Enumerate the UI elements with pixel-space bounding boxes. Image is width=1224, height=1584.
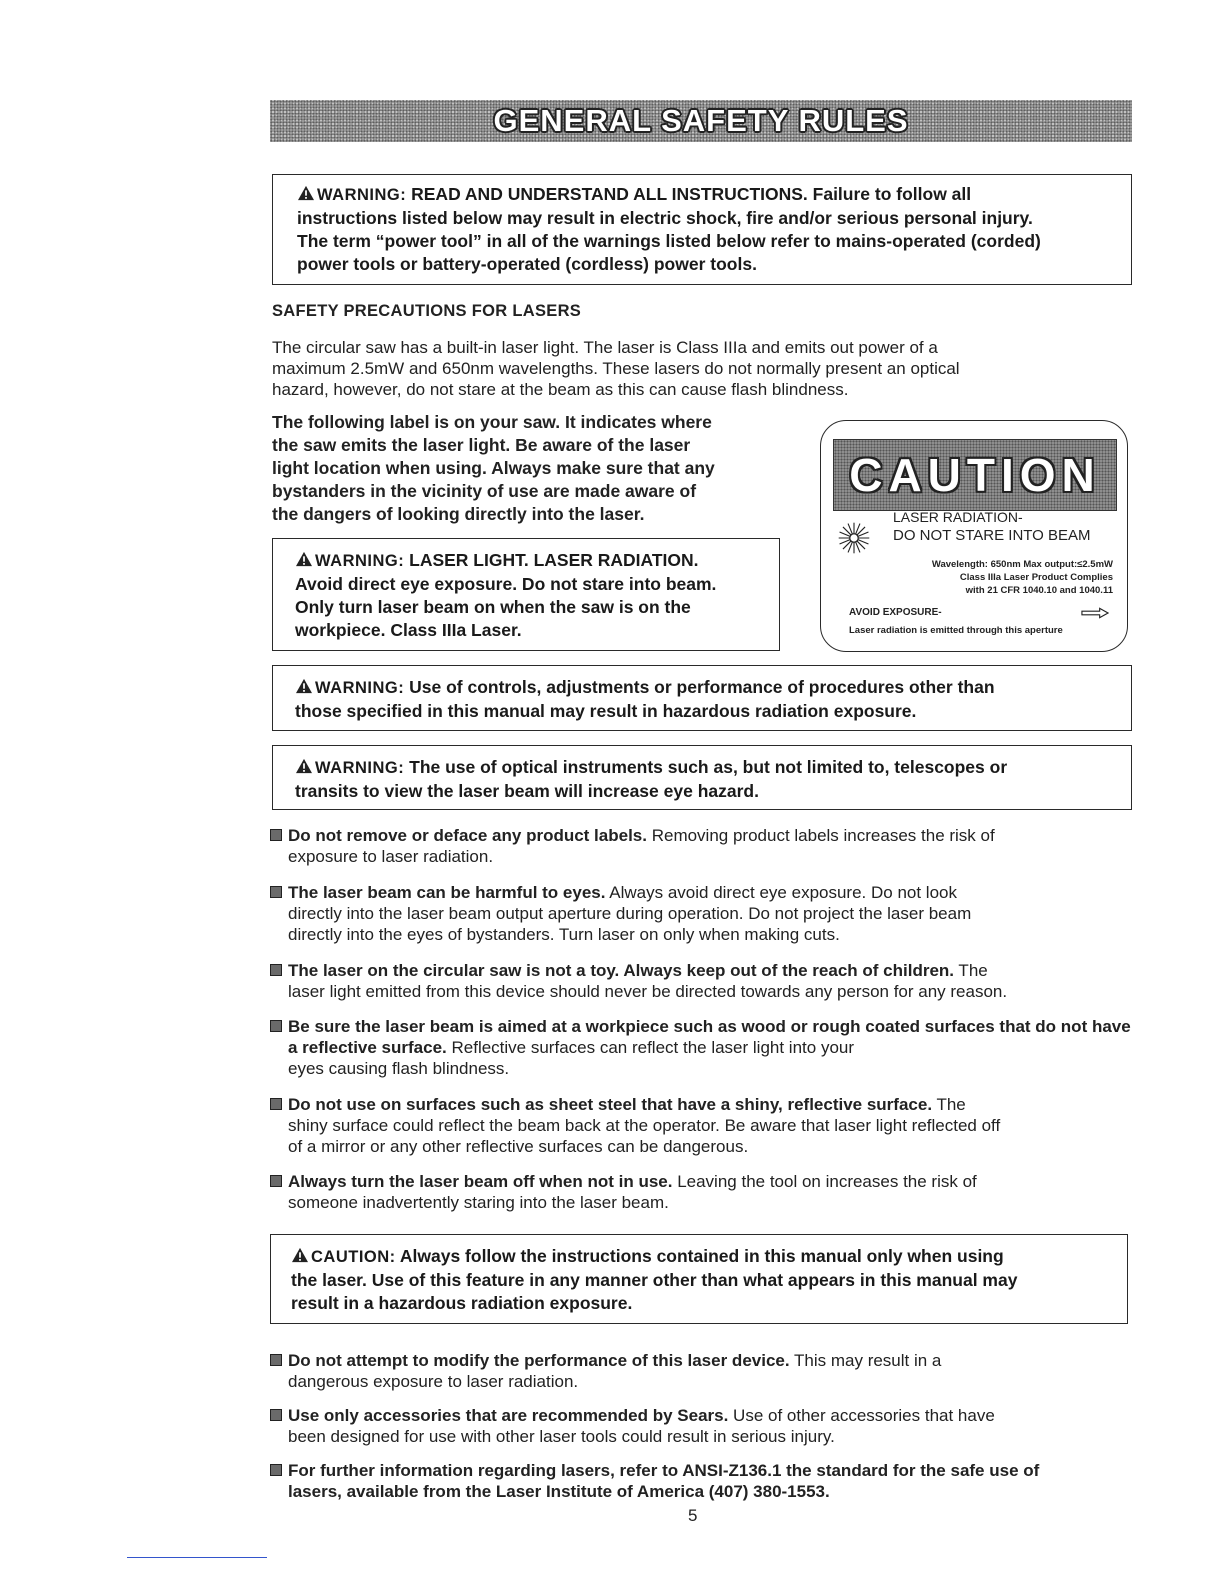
bullet-text: The [954, 961, 988, 980]
warning-triangle-icon [291, 1247, 309, 1263]
warning-triangle-icon [295, 678, 313, 694]
aperture-arrow-icon [1081, 607, 1109, 619]
page-number: 5 [688, 1506, 698, 1525]
label-location-paragraph [272, 411, 812, 526]
bullet-bold-text: Use only accessories that are recommended by Sears. [288, 1406, 729, 1425]
warning-triangle-icon [295, 758, 313, 774]
caution-label-title: CAUTION [849, 449, 1101, 501]
warning-triangle-icon [295, 551, 313, 567]
square-bullet-icon [270, 886, 282, 898]
bullet-text: laser light emitted from this device should never be directed towards any person for any reason. [288, 982, 1008, 1001]
bullet-text: Removing product labels increases the risk of [646, 826, 995, 845]
square-bullet-icon [270, 1354, 282, 1366]
bullet-text: This may result in a [789, 1351, 942, 1370]
bullet-text: Leaving the tool on increases the risk of [672, 1172, 977, 1191]
caution-text-line: result in a hazardous radiation exposure. [291, 1293, 633, 1313]
warning-text-line: The use of optical instruments such as, but not limited to, telescopes or [409, 757, 1008, 777]
list-item [270, 1460, 1132, 1502]
footer-divider [127, 1557, 267, 1558]
paragraph-line: light location when using. Always make sure that any [272, 458, 715, 478]
bullet-text: exposure to laser radiation. [288, 847, 494, 866]
caution-product-label [820, 420, 1128, 652]
warning-text-line: READ AND UNDERSTAND ALL INSTRUCTIONS. Failure to follow all [411, 184, 972, 204]
paragraph-line: the saw emits the laser light. Be aware of the laser [272, 435, 691, 455]
bullet-bold-text: The laser on the circular saw is not a toy. Always keep out of the reach of children. [288, 961, 955, 980]
list-item [270, 1350, 1132, 1392]
list-item [270, 1094, 1132, 1157]
caution-spec-cfr: with 21 CFR 1040.10 and 1040.11 [965, 585, 1113, 596]
warning-text-line: instructions listed below may result in electric shock, fire and/or serious personal injury. [297, 208, 1033, 228]
warning-text-line: Only turn laser beam on when the saw is on the [295, 597, 691, 617]
warning-signal-word: WARNING: [315, 679, 405, 697]
section-heading-lasers: SAFETY PRECAUTIONS FOR LASERS [272, 302, 582, 320]
caution-aperture-text: Laser radiation is emitted through this aperture [849, 625, 1063, 636]
laser-intro-paragraph [272, 337, 1132, 400]
caution-signal-word: CAUTION: [311, 1248, 396, 1266]
caution-line-radiation: LASER RADIATION- [893, 509, 1023, 525]
laser-starburst-icon [837, 521, 871, 555]
warning-text-line: power tools or battery-operated (cordless) power tools. [297, 254, 757, 274]
header-banner [270, 100, 1132, 142]
list-item [270, 1171, 1132, 1213]
warning-signal-word: WARNING: [315, 759, 405, 777]
bullet-bold-text: Do not attempt to modify the performance of this laser device. [288, 1351, 790, 1370]
list-item [270, 1405, 1132, 1447]
warning-text-line: Avoid direct eye exposure. Do not stare into beam. [295, 574, 717, 594]
warning-text-line: Use of controls, adjustments or performance of procedures other than [409, 677, 995, 697]
bullet-text: Reflective surfaces can reflect the laser light into your [446, 1038, 855, 1057]
paragraph-line: maximum 2.5mW and 650nm wavelengths. These lasers do not normally present an optical [272, 359, 960, 378]
warning-text-line: LASER LIGHT. LASER RADIATION. [409, 550, 699, 570]
paragraph-line: The following label is on your saw. It indicates where [272, 412, 712, 432]
bullet-text: Always avoid direct eye exposure. Do not look [605, 883, 957, 902]
caution-line-stare: DO NOT STARE INTO BEAM [893, 527, 1091, 544]
list-item [270, 825, 1132, 867]
warning-triangle-icon [297, 185, 315, 201]
square-bullet-icon [270, 1020, 282, 1032]
warning-signal-word: WARNING: [315, 552, 405, 570]
warning-signal-word: WARNING: [317, 186, 407, 204]
paragraph-line: bystanders in the vicinity of use are made aware of [272, 481, 697, 501]
caution-band [833, 439, 1117, 511]
list-item [270, 960, 1132, 1002]
warning-text-line: transits to view the laser beam will increase eye hazard. [295, 781, 759, 801]
square-bullet-icon [270, 1175, 282, 1187]
list-item [270, 882, 1132, 945]
caution-box-instructions [270, 1234, 1128, 1324]
square-bullet-icon [270, 829, 282, 841]
bullet-bold-text: Be sure the laser beam is aimed at a workpiece such as wood or rough coated surfaces that do not have a reflective surface. [288, 1017, 1131, 1057]
warning-text-line: those specified in this manual may result in hazardous radiation exposure. [295, 701, 917, 721]
bullet-bold-text: Always turn the laser beam off when not in use. [288, 1172, 673, 1191]
bullet-text: directly into the eyes of bystanders. Turn laser on only when making cuts. [288, 925, 840, 944]
bullet-bold-text: Do not remove or deface any product labels. [288, 826, 647, 845]
square-bullet-icon [270, 1098, 282, 1110]
bullet-text: dangerous exposure to laser radiation. [288, 1372, 579, 1391]
warning-box-instructions [272, 174, 1132, 285]
bullet-text: shiny surface could reflect the beam back at the operator. Be aware that laser light reflected off [288, 1116, 1001, 1135]
caution-avoid-exposure: AVOID EXPOSURE- [849, 607, 942, 618]
page-title: GENERAL SAFETY RULES [493, 103, 909, 138]
bullet-text: eyes causing flash blindness. [288, 1059, 510, 1078]
square-bullet-icon [270, 1409, 282, 1421]
list-item [270, 1016, 1132, 1079]
caution-spec-class: Class IIIa Laser Product Complies [959, 572, 1113, 583]
square-bullet-icon [270, 964, 282, 976]
paragraph-line: The circular saw has a built-in laser light. The laser is Class IIIa and emits out power of a [272, 338, 938, 357]
warning-box-optical [272, 745, 1132, 810]
warning-text-line: workpiece. Class IIIa Laser. [295, 620, 522, 640]
bullet-text: of a mirror or any other reflective surfaces can be dangerous. [288, 1137, 749, 1156]
bullet-text: been designed for use with other laser tools could result in serious injury. [288, 1427, 835, 1446]
bullet-text: someone inadvertently staring into the laser beam. [288, 1193, 669, 1212]
bullet-bold-text: The laser beam can be harmful to eyes. [288, 883, 606, 902]
paragraph-line: the dangers of looking directly into the laser. [272, 504, 645, 524]
bullet-text: directly into the laser beam output aperture during operation. Do not project the laser beam [288, 904, 972, 923]
warning-box-laser-light [272, 538, 780, 651]
bullet-bold-text: Do not use on surfaces such as sheet steel that have a shiny, reflective surface. [288, 1095, 933, 1114]
warning-text-line: The term “power tool” in all of the warnings listed below refer to mains-operated (corded) [297, 231, 1041, 251]
square-bullet-icon [270, 1464, 282, 1476]
bullet-text: The [932, 1095, 966, 1114]
caution-text-line: the laser. Use of this feature in any manner other than what appears in this manual may [291, 1270, 1018, 1290]
paragraph-line: hazard, however, do not stare at the beam as this can cause flash blindness. [272, 380, 849, 399]
caution-text-line: Always follow the instructions contained in this manual only when using [399, 1246, 1004, 1266]
warning-box-controls [272, 665, 1132, 731]
caution-spec-wavelength: Wavelength: 650nm Max output:≤2.5mW [931, 559, 1113, 570]
bullet-bold-text: For further information regarding lasers, refer to ANSI-Z136.1 the standard for the safe use of lasers, available from the Laser Institute of America (407) 380-1553. [288, 1461, 1040, 1501]
bullet-text: Use of other accessories that have [728, 1406, 995, 1425]
